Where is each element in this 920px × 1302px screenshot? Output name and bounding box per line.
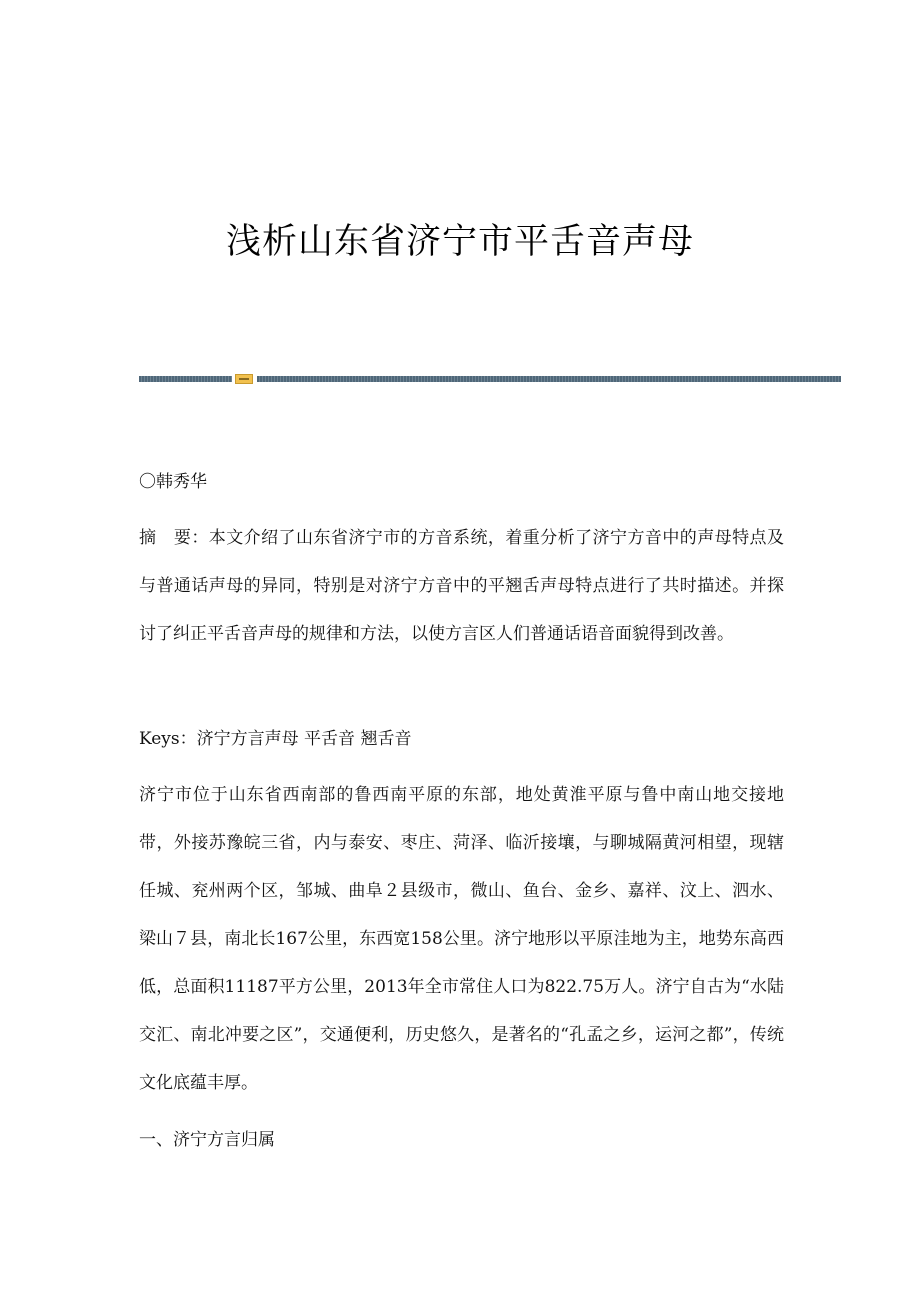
divider-ornament-icon [235,374,253,384]
keywords-text: 济宁方言声母 平舌音 翘舌音 [196,729,412,749]
abstract-label: 摘 要： [139,528,209,548]
keywords-label: Keys： [139,729,197,749]
author-line: 〇韩秀华 [139,472,207,492]
title-divider [139,374,841,384]
divider-bar-left [139,376,232,382]
document-title: 浅析山东省济宁市平舌音声母 [225,222,694,262]
divider-bar-right [257,376,841,382]
body-paragraph: 济宁市位于山东省西南部的鲁西南平原的东部，地处黄淮平原与鲁中南山地交接地带，外接苏豫皖三省，内与泰安、枣庄、菏泽、临沂接壤，与聊城隔黄河相望，现辖任城、兖州两个区，邹城、曲阜２县级市，微山、鱼台、金乡、嘉祥、汶上、泗水、梁山７县，南北长167公里，东西宽158公里。济宁地形以平原洼地为主，地势东高西低，总面积11187平方公里，2013年全市常住人口为822.75万人。济宁自古为“水陆交汇、南北冲要之区”，交通便利，历史悠久，是著名的“孔孟之乡，运河之都”，传统文化底蕴丰厚。 [139,785,784,1093]
section-heading: 一、济宁方言归属 [139,1130,275,1150]
abstract-paragraph [139,514,784,658]
abstract-text: 本文介绍了山东省济宁市的方音系统，着重分析了济宁方音中的声母特点及与普通话声母的异同，特别是对济宁方音中的平翘舌声母特点进行了共时描述。并探讨了纠正平舌音声母的规律和方法，以使方言区人们普通话语音面貌得到改善。 [139,528,785,644]
keywords-line [139,715,784,763]
